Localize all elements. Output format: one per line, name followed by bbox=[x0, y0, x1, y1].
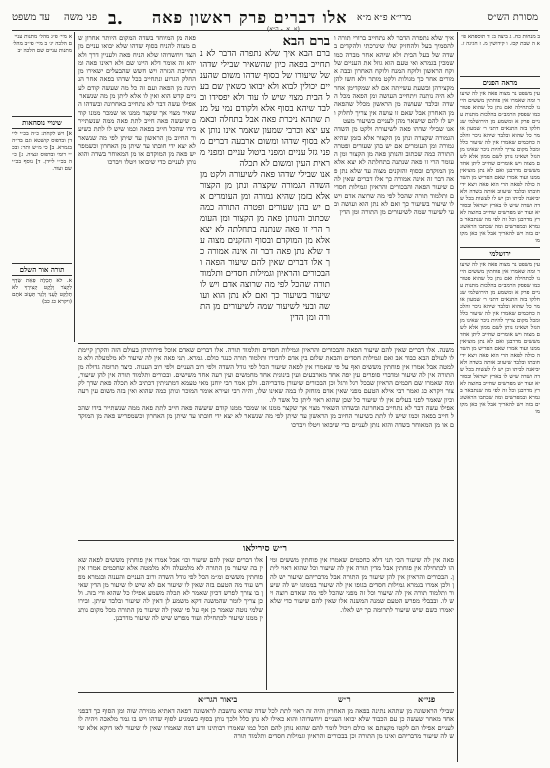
talmud-long-text: משנה. אלו דברים שאין להם שיעור הפאה והבכורים והראיון וגמילות חסדים ותלמוד תורה. אלו דברים שאדם אוכל פירותיהן בעולם הזה והקרן קיימת לו לעולם הבא כבוד אב ואם וגמילות חסדים והבאת שלום בין אדם לחבירו ותלמוד תורה כנגד כולם. גמרא. תני פאה אין לה שיעור לא מלמעלה ולא מלמטה אבל אמרו אין פוחתין מששים ואף על פי שאמרו אין לפאה שיעור הכל לפי גודל השדה ולפי רוב העניים ולפי רוב הענוה. כיצד תרומה גדולה מן התורה אין לה שיעור ומדברי סופרים עין יפה אחד מארבעים ועין בינונית אחד מחמשים ועין רעה אחד משישים. ובכורים ותלמוד תורה אין להן שיעור, ומה שאמרו שם חכמים הראיון שבכל רגל ורגל וכן הבכורים שיעורן מדבריהם. ולכן אמר רבי יוחנן מאי טעמא דמתניתין דכתיב לא תכלה פאת שדך לקצור ויקרא כג ואמר רבי אילא הטעם מפני שאין אדם מוחזק לו במה שאינו שלו, והיה רבי זעירא אומר המוכר ונותן כמה שהוא ואין בזה משום עין רעה וכיון שאמר לפני בעלים אין לו שיעור כל שכן שהוא ראוי ליתן כל אשר לו. bbox=[78, 346, 454, 404]
left-column-divider bbox=[74, 32, 75, 342]
header-ein-mishpat: עד משפט bbox=[12, 12, 50, 23]
torah-or-text: א. לֹא תְכַלֶּה פְּאַת שָׂדְךָ לִקְצֹר וְלֶקֶט קְצִירְךָ לֹא תְלַקֵּט לֶעָנִי וְלַגֵּר תַּעֲזֹב אֹתָם (ויקרא כג כב) bbox=[12, 278, 72, 305]
bottom-bottom-text: שבילי הראשונה מן שתהא נתינה בפאה מן האחרון והיה זה ראוי לתת לכל שדה שהיא נחשבת לראשונה דפאה דאתיא מגזירה שוה ומן הסוף כך דבפני אחד מאחר שעשה כן עם הכבוד שלא יבואו העניים ויחשדוהו והוא כאילו לא נתן כלל ולכך נותן בסוף כשמגיע לסוף שדהו ויש בו גמר מלאכה ויהיה לו לעניים אפילו הם לקטו מקצתם או כולם ויכול לומר להם שהוא נותן להם הכל כמו שאמרו רבותינו ודע דמה שאמרו שאין לו שיעור לאו דוקא אלא שיש לה שיעור מדבריהם ואינו מן התורה וכן בבכורים והראיון וגמילות חסדים ותלמוד תורה bbox=[78, 707, 454, 740]
main-text-block bbox=[200, 34, 330, 342]
left-margin-column bbox=[12, 34, 72, 344]
mareh-hapanim-text: עין משפט נר מצוה פאה אין לה שיעור ומה שאמרו אין פוחתין מששים היינו לכתחילה ואם נתן כל שהוא פטור כמו שפסק הרמב״ם בהלכות מתנות עניים פרק א ומשמע מן הירושלמי שנחלקו בזה התנאים דתני ר׳ שמעון אומר כל שהוא ובלבד שיהא ניכר והלכה כחכמים שאמרו אין לה שיעור כלל ומכל מקום צריך להיות ניכר שאינו מן הגזל ושאינו נותן לשם ממון אלא לשם מצוה ויש אומרים שחייב ליתן אחד מששים מדרבנן ואם לא נתן מוציאין ממנו ועוד אמרו שאם הפריש מן השדה כולה לפאה הרי הוא פאה ויצא ידי חובתו ובלבד שיעזוב אותה בשדה ולא יביאנה לביתו וכן יש לו לעשות בכל שדה ושדה שיש לו בארץ ישראל ובסוריא ועוד יש מפרשים שחייב בחוצה לארץ מדרבנן וכל זה לפי מה שנתבאר בגמרא ובמפרשים ומה שכתבו הראשונים בזה ויש להאריך אבל אין כאן מקומו bbox=[460, 91, 540, 244]
commentary-block-left bbox=[78, 34, 196, 342]
right-column-divider bbox=[457, 32, 458, 762]
bottom-left-commentary bbox=[78, 556, 263, 690]
commentary-text-c2: אנו שבילי שדהו פאה לשיעורה ולקט מן השדה הגמורה שקצרה ונתן מן הקצור אלא בזמן שהיא גמורה ומן העומרים אם יש בהן שעורים ופטרה התורה כמה שכתוב והנותן פאה מן הקצור ומן העומר הרי זו פאה שנתנה בתחלתה לא יצא אלא מן המוקדם ובסוף והזקנים מצוה עד שלא נתן פאה דבר זה אינה אמורה כך אלו דברים שאין להם שיעור הפאה והבכורים והראיון וגמילות חסדים ותלמוד תורה שהכל לפי מה שרוצה אדם ויש לו שיעור בשיעור כך ואם לא נתן הוא ועושה ובעי לשיעור שמה לשיעורים מן התורה ומן הדין bbox=[334, 125, 454, 217]
bottom-divider bbox=[78, 692, 454, 693]
nuschaot-text: א] ויש לקחת: כ״ה בכ״י ליידן ובדפוס קושטא וגם בד״ה בגמרא. ב] כי מ״ש ותר: ובכ״י רומי ובדפוס ונציה. ג] כ״ה בכ״י ליידן. ד] נוסף בכ״י שם ועוד. bbox=[12, 131, 72, 172]
talmud-long-text-cont: אפילו עשה דבר לא נתחייב באחרונה ובשדהו השאיר מצוי אך שקצר ממנו או שמכר ממנו קודם שיעשה פאה חייב לתת פאה ממה שנשתייר בידו שהכל חייב בפאה וכמו שיש לו לתת כשיעור החיוב מן הראשון עד שיתן לפי מה שנשאר לא יצא ידי חובתו עד שיתן מן האחרון וכשמפריש פאה מן המוקדם או מן המאוחר בשדה והוא נותן לעניים כדי שיבואו ויטלו ויברכו bbox=[78, 404, 454, 429]
page-number: ב. bbox=[108, 8, 123, 29]
main-text-b: ברם הבא איך שלא נתפרה הדבר לא נתחייב בפאה כיון שהשאיר שבילי שדהו של שיעורו של בסוף שדהו משום שהעניים יכולין לבוא ולא יבואו כשאין שם בעל הבית מצוי שיש לו עוד ולא יפסידו ובלבד שיהא בסוף אלא ולקודם נמי על מנת שתהא ניכרת פאה אבל בתחלה ובאמצע יצא וכרבי שמעון שאמר אינו נותן אלא בסוף שדהו ומשום ארבעה דברים מפני גזל עניים ומפני ביטול עניים ומפני מראית העין ומשום לא תכלה bbox=[200, 49, 330, 169]
main-lead-word: ברם הבא bbox=[282, 34, 330, 49]
gra-title: ביאור הגר״א bbox=[198, 694, 238, 704]
perek-label: מרי״א פ״א מ״א bbox=[357, 13, 412, 23]
header-masoret-hashas: מסורת הש״ס bbox=[487, 12, 538, 23]
header-title: אלו דברים פרק ראשון פאה bbox=[152, 8, 348, 27]
commentary-text-e: פאה מן המיוחד בשדה המקום היותר אחרון שם מצוה להניח בסוף שדהו שלא יבואו עניים מן הצד ויחשדוהו שלא הניח פאה ולעניין דרך ולא יהא זה אומר דלא היינו שם ולא ראינו פאה ומתחייבת הגזרה ויש חשש שהבעלים ישאירו מן החלק הגרוע ונתחייב בכל שדהו בפאה אחר הנתינה מן הפאה ועם זה כל מה שעשה קודם לעניים קדש הוא ואין לו אלא ליתן מן מה שנשאר bbox=[78, 34, 196, 101]
sirilio-title: ר״ש סירילאו bbox=[243, 544, 287, 554]
commentary-text-a: איך שלא נתפרה הדבר לא נתחייב ברורי תורה ולהסמיך בעל ולהחזיק שלו שינרכתי ולהקדים בשדה של בעל הבית ולא שיהא אחר מברה כמו שמכין בגמרא ואי טעם הוא גוזל את העניים שלוקח הראשון ולוקח המנח ולוקח האחרון ובבה אמורים אחר כך מגולות ולקט מותר ולא חשו להן מקצירהן ובשעת עשייתה אם לא שמקדימן אחר לא היה נותנה ויתחייב העושה ומן הפאה מכל השדה ובלבד שעושה מן הראשון מכלל שהפאה מן האחרון אבל שאם זו עושה אין צריך לחלוק ויש לו להם שישאר מהן לעניים כשיעור מעט bbox=[334, 34, 454, 125]
mid-divider bbox=[78, 343, 454, 344]
talmud-main-wide bbox=[78, 346, 454, 538]
mareh-hapanim-title: מראה הפנים bbox=[460, 76, 540, 89]
bottom-titles-row bbox=[78, 694, 454, 706]
commentary-text-d: אפילו עשה דבר לא נתחייב באחרונה ובשדהו השאיר מצוי אך שקצר ממנו או שמכר ממנו קודם שיעשה פאה חייב לתת פאה ממה שנשתייר בידו שהכל חייב בפאה וכמו שיש לו לתת כשיעור החיוב מן הראשון עד שיתן לפי מה שנשאר לא יצא ידי חובתו עד שיתן מן האחרון וכשמפריש פאה מן המוקדם או מן המאוחר בשדה והוא נותן לעניים כדי שיבואו ויטלו ויברכו bbox=[78, 100, 196, 167]
mareh-hapanim-text-2: עין משפט נר מצוה פאה אין לה שיעור ומה שאמרו אין פוחתין מששים היינו לכתחילה ואם נתן כל שהוא פטור כמו שפסק הרמב״ם בהלכות מתנות עניים פרק א ומשמע מן הירושלמי שנחלקו בזה התנאים דתני ר׳ שמעון אומר כל שהוא ובלבד שיהא ניכר והלכה כחכמים שאמרו אין לה שיעור כלל ומכל מקום צריך להיות ניכר שאינו מן הגזל ושאינו נותן לשם ממון אלא לשם מצוה ויש אומרים שחייב ליתן אחד מששים מדרבנן ואם לא נתן מוציאין ממנו ועוד אמרו שאם הפריש מן השדה כולה לפאה הרי הוא פאה ויצא ידי חובתו ובלבד שיעזוב אותה בשדה ולא יביאנה לביתו וכן יש לו לעשות בכל שדה ושדה שיש לו בארץ ישראל ובסוריא ועוד יש מפרשים שחייב בחוצה לארץ מדרבנן וכל זה לפי מה שנתבאר בגמרא ובמפרשים ומה שכתבו הראשונים בזה ויש להאריך אבל אין כאן מקומו bbox=[460, 262, 540, 415]
header-pnei-moshe: פני משה bbox=[64, 12, 98, 23]
bottom-center-divider bbox=[266, 556, 267, 690]
main-text-c: אנו שבילי שדהו פאה לשיעורה ולקט מן השדה הגמורה שקצרה ונתן מן הקצור אלא בזמן שהיא גמורה ומן העומרים אם יש בהן שעורים ופטרה התורה כמה שכתוב והנותן פאה מן הקצור ומן העומר הרי זו פאה שנתנה בתחלתה לא יצא אלא מן המוקדם ובסוף והזקנים מצוה עד שלא נתן פאה דבר זה אינה אמורה כך אלו דברים שאין להם שיעור הפאה והבכורים והראיון וגמילות חסדים ותלמוד תורה שהכל לפי מה שרוצה אדם ויש לו שיעור בשיעור כך ואם לא נתן הוא ועושה ובעי לשיעור שמה לשיעורים מן התורה ומן הדין bbox=[200, 170, 330, 323]
bottom-right-commentary bbox=[270, 556, 454, 690]
ein-mishpat-refs: א מיי׳ פ״ג מהל׳ מתנות עניים הלכה יג׳ ב מיי׳ פי״ב מהל׳ מתנות עניים שם הלכה יב bbox=[12, 34, 72, 54]
commentary-block-right bbox=[334, 34, 454, 342]
torah-or-title: תורה אור השלם bbox=[12, 263, 72, 276]
rash-title: ר״ש bbox=[338, 694, 351, 704]
bottom-left-text: אלו דברים שאין להם שיעור וכו׳ אבל אמרו אין פוחתין מששים לפאה שאין בה שיעור מן התורה לא מלמעלה ולא מלמטה אלא שחכמים אמרו אין פוחתין מששים ומ״מ הכל לפי גודל השדה ורוב העניים והענוה ובגמרא מפרש עוד מה הטעם בזה שאין לו שיעור אם לא שיש לו שיעור מן הדין שאין בו צורך לפרש דכיון שאמר לא תכלה משמע אפילו כל שהוא ודי בזה. ולכן צריך לומר שהמשנה דקא משמע לן דאין לה שיעור ובלבד שיתן. ובירושלמי נוטה שאמר כן אף על פי שאין לה שיעור מן התורה מכל מקום נותנין ממנו שיעור לכתחילה ועוד מפרש שיש לה שיעור מדרבנן. bbox=[78, 556, 263, 623]
nuschaot-title: שינויי נוסחאות bbox=[12, 116, 72, 129]
pnei-title: פני״א bbox=[418, 694, 436, 704]
bottom-bottom-commentary bbox=[78, 707, 454, 763]
lower-divider bbox=[78, 540, 454, 541]
right-margin-column bbox=[460, 34, 540, 762]
header-rule bbox=[12, 30, 538, 31]
masoret-refs: ב מנחות כח. ג ביצה ב: ד תוספתא פ״א ה שבת קכז. ו קידושין מ. ז חגיגה ז. bbox=[461, 34, 540, 47]
yerushalmi-title: ירושלמי bbox=[460, 247, 540, 260]
bottom-right-text: פאה אין לה שיעור הכי תני דלא כחכמים שאמרו אין פוחתין מששים ומיהו לכתחילה אין פוחתין אבל מדין תורה אין לה שיעור וכל שהוא ראוי ליתן. הבכורים והראיון אין להן שיעור מן התורה אבל מדבריהם שיעור יש להן ולכן אמרו בגמרא גמילות חסדים בגופו אין לה שיעור בממונו יש לה שיעור ותלמוד תורה אין לה שיעור וכל זה מפני שהכל לפי מה שאדם רוצה ויש לו. ובבבלי מפרש הטעם שמנה המשנה אלו שאין להם שיעור כדי שלא יאמרו כשם שיש שיעור לתרומה כך יש לאלו. bbox=[270, 556, 454, 614]
